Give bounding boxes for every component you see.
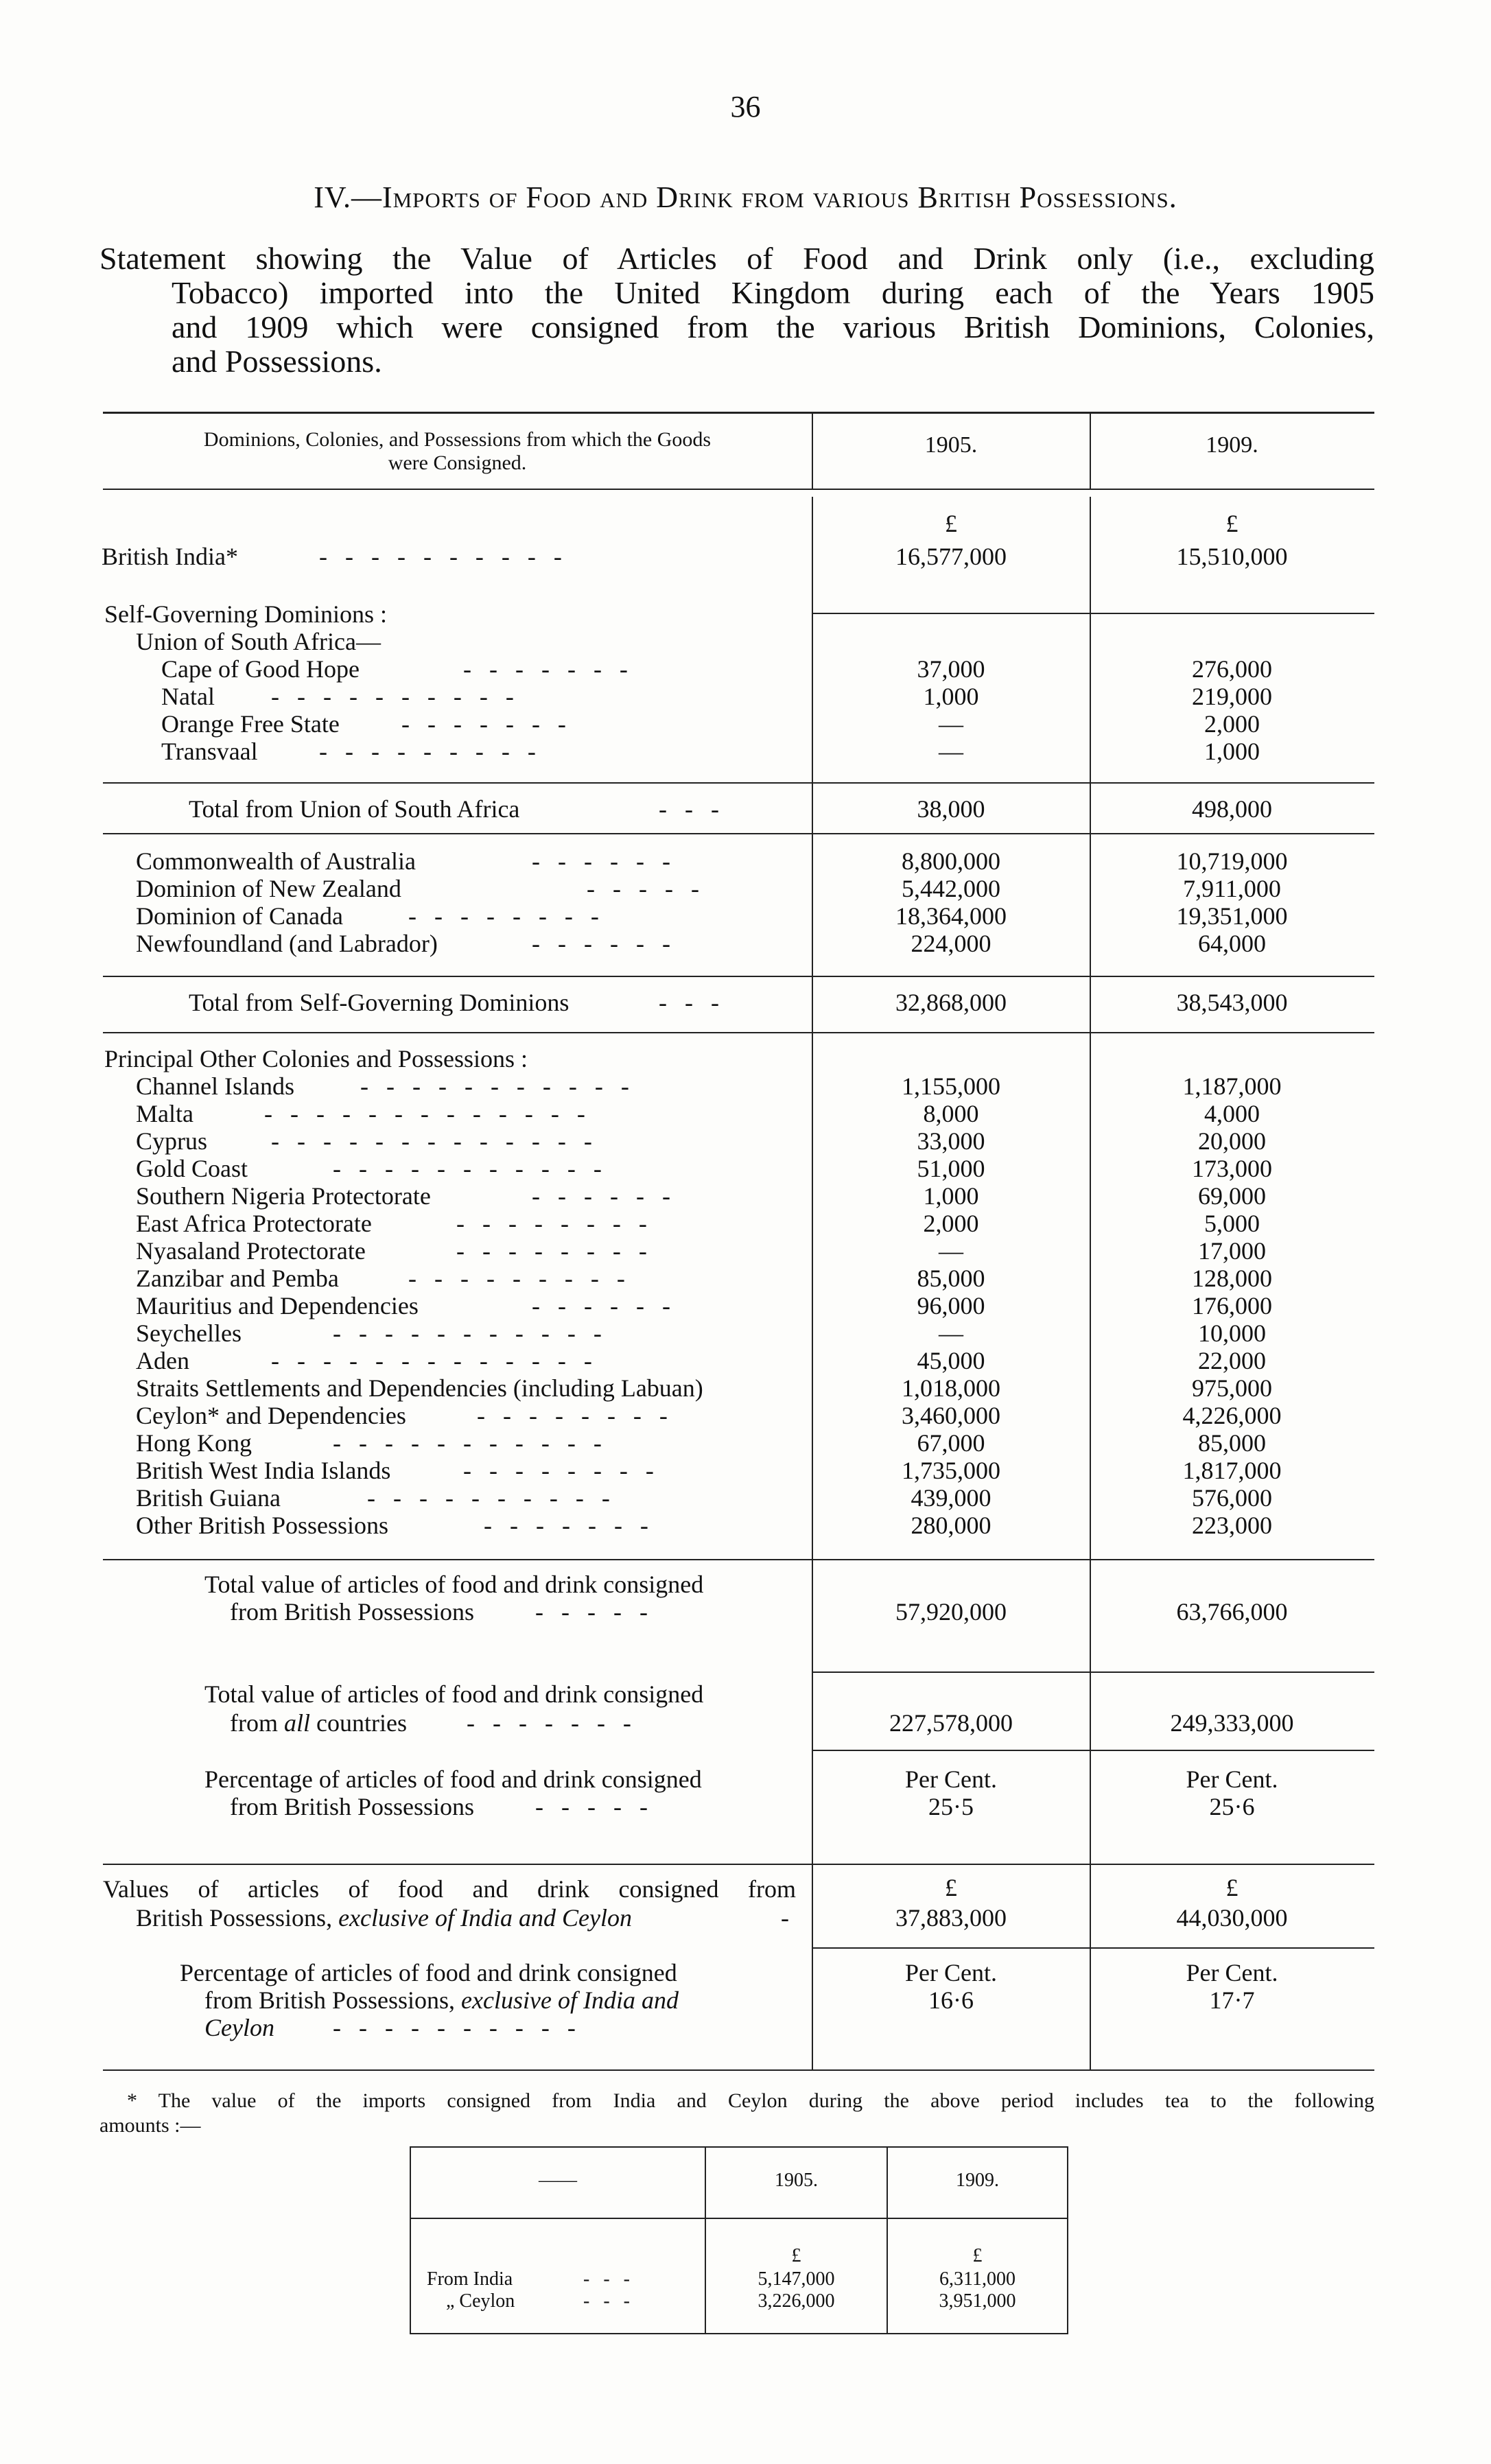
principal-row-value-1909: 20,000 bbox=[1198, 1127, 1266, 1155]
ft-ceylon-1909: 3,951,000 bbox=[939, 2290, 1016, 2312]
leader-dots: - bbox=[781, 1904, 807, 1932]
row-rule bbox=[103, 976, 1374, 977]
page-number: 36 bbox=[730, 90, 761, 124]
header-desc-line-1: Dominions, Colonies, and Possessions from which the Goods bbox=[203, 428, 712, 451]
leader-dots: ------------- bbox=[264, 1100, 603, 1127]
dominion-row-value-1909: 10,719,000 bbox=[1176, 847, 1288, 875]
ft-india-1905: 5,147,000 bbox=[758, 2268, 835, 2290]
pct-british-line-1: Percentage of articles of food and drink consigned bbox=[204, 1765, 702, 1793]
leader-dots: ---------- bbox=[333, 2014, 594, 2041]
leader-dots: ---------- bbox=[271, 683, 532, 710]
total-british-line-1: Total value of articles of food and drink consigned bbox=[204, 1571, 704, 1598]
values-excl-emph: exclusive of India and Ceylon bbox=[338, 1904, 632, 1932]
principal-row-value-1909: 223,000 bbox=[1192, 1512, 1272, 1539]
leader-dots: ------------- bbox=[271, 1347, 610, 1374]
leader-dots: ----------- bbox=[333, 1319, 620, 1347]
self-governing-heading: Self-Governing Dominions : bbox=[104, 600, 387, 628]
table-top-rule bbox=[103, 412, 1374, 414]
intro-line-2: Tobacco) imported into the United Kingdom during each of the Years 1905 bbox=[172, 275, 1374, 310]
principal-row-value-1905: 1,735,000 bbox=[902, 1457, 1000, 1484]
principal-row-label: Seychelles bbox=[136, 1319, 242, 1347]
south-africa-row-label: Orange Free State bbox=[161, 710, 340, 738]
principal-row-value-1909: 173,000 bbox=[1192, 1155, 1272, 1182]
leader-dots: --------- bbox=[319, 738, 554, 765]
intro-line-4: and Possessions. bbox=[172, 344, 382, 379]
pct-excl-line-2 bbox=[204, 1986, 679, 2015]
total-self-governing-1909: 38,543,000 bbox=[1176, 989, 1288, 1016]
principal-row-label: Mauritius and Dependencies bbox=[136, 1292, 419, 1319]
row-label-british-india: British India* bbox=[102, 543, 238, 570]
row-rule bbox=[812, 613, 1374, 614]
row-rule bbox=[103, 782, 1374, 784]
south-africa-row-value-1909: 219,000 bbox=[1192, 683, 1272, 710]
dominion-row-value-1909: 64,000 bbox=[1198, 930, 1266, 957]
intro-line-1: Statement showing the Value of Articles of Food and Drink only (i.e., excluding bbox=[99, 241, 1374, 276]
row-rule bbox=[103, 833, 1374, 834]
pct-british-unit-1905: Per Cent. bbox=[905, 1765, 997, 1793]
total-all-countries: countries bbox=[316, 1709, 407, 1737]
leader-dots: ------- bbox=[463, 655, 646, 683]
leader-dots: --- bbox=[659, 989, 737, 1016]
pct-excl-line-1: Percentage of articles of food and drink consigned bbox=[180, 1959, 677, 1986]
total-south-africa-label: Total from Union of South Africa bbox=[189, 795, 520, 823]
principal-row-value-1905: 51,000 bbox=[917, 1155, 985, 1182]
principal-row-value-1905: 96,000 bbox=[917, 1292, 985, 1319]
leader-dots: -------- bbox=[477, 1402, 685, 1429]
leader-dots: ----------- bbox=[333, 1429, 620, 1457]
ft-india-1909: 6,311,000 bbox=[939, 2268, 1015, 2290]
principal-row-label: British Guiana bbox=[136, 1484, 281, 1512]
leader-dots: ----------- bbox=[360, 1072, 647, 1100]
section-heading bbox=[0, 180, 1491, 215]
total-south-africa-1905: 38,000 bbox=[917, 795, 985, 823]
value-1905-british-india: 16,577,000 bbox=[895, 543, 1007, 570]
principal-row-value-1905: 85,000 bbox=[917, 1265, 985, 1292]
intro-statement bbox=[99, 242, 1374, 379]
header-desc-line-2: were Consigned. bbox=[388, 451, 527, 474]
principal-row-value-1905: 1,000 bbox=[923, 1182, 979, 1210]
south-africa-row-value-1905: 37,000 bbox=[917, 655, 985, 683]
south-africa-row-value-1905: — bbox=[939, 738, 963, 765]
principal-row-label: Channel Islands bbox=[136, 1072, 294, 1100]
dominion-row-label: Dominion of New Zealand bbox=[136, 875, 401, 902]
principal-row-label: British West India Islands bbox=[136, 1457, 391, 1484]
values-excl-1909: 44,030,000 bbox=[1176, 1904, 1288, 1932]
intro-line-3: and 1909 which were consigned from the various British Dominions, Colonies, bbox=[172, 309, 1374, 344]
heading-roman: IV.— bbox=[314, 180, 382, 214]
leader-dots: ------- bbox=[401, 710, 584, 738]
principal-row-label: Aden bbox=[136, 1347, 189, 1374]
principal-row-value-1909: 10,000 bbox=[1198, 1319, 1266, 1347]
total-all-from: from bbox=[230, 1709, 278, 1737]
ft-india-label: From India bbox=[427, 2268, 513, 2290]
leader-dots: ------------- bbox=[271, 1127, 610, 1155]
principal-row-value-1909: 4,226,000 bbox=[1182, 1402, 1282, 1429]
principal-row-label: Nyasaland Protectorate bbox=[136, 1237, 366, 1265]
ft-ceylon-label: „ Ceylon bbox=[446, 2290, 515, 2312]
values-excl-line-1: Values of articles of food and drink consigned from bbox=[103, 1875, 796, 1903]
principal-row-label: Straits Settlements and Dependencies (including Labuan) bbox=[136, 1374, 703, 1402]
south-africa-heading: Union of South Africa— bbox=[136, 628, 381, 655]
pct-british-unit-1909: Per Cent. bbox=[1186, 1765, 1278, 1793]
leader-dots: ------ bbox=[532, 1292, 688, 1319]
principal-row-value-1909: 85,000 bbox=[1198, 1429, 1266, 1457]
leader-dots: --- bbox=[583, 2268, 644, 2290]
leader-dots: ------ bbox=[532, 1182, 688, 1210]
row-rule bbox=[103, 1559, 1374, 1560]
principal-row-value-1909: 176,000 bbox=[1192, 1292, 1272, 1319]
principal-row-value-1905: 1,155,000 bbox=[902, 1072, 1000, 1100]
principal-row-label: Cyprus bbox=[136, 1127, 208, 1155]
principal-row-value-1905: 280,000 bbox=[911, 1512, 991, 1539]
south-africa-row-value-1909: 2,000 bbox=[1204, 710, 1260, 738]
principal-row-value-1905: 1,018,000 bbox=[902, 1374, 1000, 1402]
principal-row-value-1909: 69,000 bbox=[1198, 1182, 1266, 1210]
pct-excl-1909: 17·7 bbox=[1209, 1986, 1255, 2014]
pound-sign-excl-1909: £ bbox=[1225, 1874, 1238, 1901]
principal-row-value-1905: 67,000 bbox=[917, 1429, 985, 1457]
pct-british-1905: 25·5 bbox=[928, 1793, 974, 1820]
dominion-row-value-1905: 224,000 bbox=[911, 930, 991, 957]
principal-heading: Principal Other Colonies and Possessions : bbox=[104, 1045, 528, 1072]
principal-row-label: Hong Kong bbox=[136, 1429, 252, 1457]
principal-row-value-1909: 17,000 bbox=[1198, 1237, 1266, 1265]
header-1909: 1909. bbox=[1206, 432, 1258, 458]
leader-dots: ------- bbox=[484, 1512, 666, 1539]
south-africa-row-label: Natal bbox=[161, 683, 215, 710]
header-1905: 1905. bbox=[924, 432, 978, 458]
principal-row-value-1909: 576,000 bbox=[1192, 1484, 1272, 1512]
principal-row-label: Gold Coast bbox=[136, 1155, 248, 1182]
leader-dots: ----------- bbox=[333, 1155, 620, 1182]
leader-dots: --- bbox=[583, 2290, 644, 2312]
table-bottom-rule bbox=[103, 2069, 1374, 2071]
principal-row-value-1909: 975,000 bbox=[1192, 1374, 1272, 1402]
pct-excl-line-3 bbox=[204, 2013, 274, 2042]
total-south-africa-1909: 498,000 bbox=[1192, 795, 1272, 823]
south-africa-row-label: Cape of Good Hope bbox=[161, 655, 360, 683]
south-africa-row-label: Transvaal bbox=[161, 738, 258, 765]
ft-ceylon-1905: 3,226,000 bbox=[758, 2290, 835, 2312]
principal-row-value-1905: 3,460,000 bbox=[902, 1402, 1000, 1429]
dominion-row-value-1909: 7,911,000 bbox=[1183, 875, 1281, 902]
principal-row-value-1909: 5,000 bbox=[1204, 1210, 1260, 1237]
ft-header-1909: 1909. bbox=[956, 2170, 999, 2191]
leader-dots: ------ bbox=[532, 847, 688, 875]
total-british-line-2: from British Possessions bbox=[230, 1598, 475, 1626]
row-rule bbox=[103, 1032, 1374, 1033]
row-rule bbox=[812, 1671, 1374, 1673]
heading-text: Imports of Food and Drink from various British Possessions. bbox=[381, 180, 1177, 214]
footnote bbox=[99, 2089, 1374, 2138]
total-british-1905: 57,920,000 bbox=[895, 1598, 1007, 1626]
principal-row-label: Other British Possessions bbox=[136, 1512, 389, 1539]
pound-sign-1905: £ bbox=[945, 510, 957, 537]
ft-header-1905: 1905. bbox=[775, 2170, 818, 2191]
principal-row-value-1909: 4,000 bbox=[1204, 1100, 1260, 1127]
row-rule bbox=[812, 1947, 1374, 1949]
principal-row-label: East Africa Protectorate bbox=[136, 1210, 372, 1237]
total-all-line-1: Total value of articles of food and drink consigned bbox=[204, 1680, 704, 1708]
values-excl-1905: 37,883,000 bbox=[895, 1904, 1007, 1932]
row-rule bbox=[103, 1864, 1374, 1865]
dominion-row-label: Dominion of Canada bbox=[136, 902, 343, 930]
dominion-row-label: Commonwealth of Australia bbox=[136, 847, 416, 875]
south-africa-row-value-1905: 1,000 bbox=[923, 683, 979, 710]
ft-bottom-rule bbox=[410, 2333, 1068, 2334]
total-self-governing-1905: 32,868,000 bbox=[895, 989, 1007, 1016]
pound-sign-1909: £ bbox=[1225, 510, 1238, 537]
leader-dots: ----- bbox=[535, 1793, 666, 1820]
leader-dots: --- bbox=[659, 795, 737, 823]
pct-british-1909: 25·6 bbox=[1209, 1793, 1255, 1820]
principal-row-value-1905: 439,000 bbox=[911, 1484, 991, 1512]
ft-top-rule bbox=[410, 2146, 1068, 2148]
pct-excl-unit-1909: Per Cent. bbox=[1186, 1959, 1278, 1986]
leader-dots: ------- bbox=[467, 1709, 649, 1737]
dominion-row-value-1905: 18,364,000 bbox=[895, 902, 1007, 930]
dominion-row-value-1909: 19,351,000 bbox=[1176, 902, 1288, 930]
ft-pound-1909: £ bbox=[972, 2245, 983, 2266]
principal-row-value-1909: 1,817,000 bbox=[1182, 1457, 1282, 1484]
dominion-row-value-1905: 8,800,000 bbox=[902, 847, 1000, 875]
principal-row-value-1905: — bbox=[939, 1319, 963, 1347]
ft-header-rule bbox=[410, 2218, 1068, 2219]
south-africa-row-value-1909: 276,000 bbox=[1192, 655, 1272, 683]
principal-row-label: Ceylon* and Dependencies bbox=[136, 1402, 406, 1429]
leader-dots: ----- bbox=[535, 1598, 666, 1626]
total-all-1905: 227,578,000 bbox=[889, 1709, 1013, 1737]
pct-excl-pre: from British Possessions, bbox=[204, 1986, 456, 2014]
ft-header-dash: —— bbox=[539, 2170, 577, 2191]
principal-row-value-1905: 33,000 bbox=[917, 1127, 985, 1155]
values-excl-line-2 bbox=[136, 1903, 632, 1932]
principal-row-label: Zanzibar and Pemba bbox=[136, 1265, 339, 1292]
dominion-row-value-1905: 5,442,000 bbox=[902, 875, 1000, 902]
ft-right-rule bbox=[1067, 2146, 1068, 2334]
leader-dots: -------- bbox=[456, 1210, 665, 1237]
principal-row-value-1909: 128,000 bbox=[1192, 1265, 1272, 1292]
principal-row-value-1909: 22,000 bbox=[1198, 1347, 1266, 1374]
pct-british-line-2: from British Possessions bbox=[230, 1793, 475, 1820]
leader-dots: ---------- bbox=[319, 543, 580, 570]
table-header-rule bbox=[103, 489, 1374, 490]
principal-row-value-1905: — bbox=[939, 1237, 963, 1265]
footnote-line-2: amounts :— bbox=[99, 2114, 201, 2137]
header-col-description bbox=[103, 428, 812, 475]
leader-dots: -------- bbox=[463, 1457, 672, 1484]
total-all-emph: all bbox=[283, 1709, 310, 1737]
pct-excl-ceylon: Ceylon bbox=[204, 2014, 274, 2041]
pct-excl-emph: exclusive of India and bbox=[461, 1986, 679, 2014]
leader-dots: ----- bbox=[587, 875, 717, 902]
pct-excl-1905: 16·6 bbox=[928, 1986, 974, 2014]
principal-row-value-1905: 8,000 bbox=[923, 1100, 979, 1127]
principal-row-label: Malta bbox=[136, 1100, 193, 1127]
values-excl-pre: British Possessions, bbox=[136, 1904, 333, 1932]
total-self-governing-label: Total from Self-Governing Dominions bbox=[189, 989, 570, 1016]
leader-dots: --------- bbox=[408, 1265, 643, 1292]
total-all-1909: 249,333,000 bbox=[1170, 1709, 1294, 1737]
principal-row-value-1905: 2,000 bbox=[923, 1210, 979, 1237]
south-africa-row-value-1909: 1,000 bbox=[1204, 738, 1260, 765]
row-rule bbox=[812, 1750, 1374, 1751]
leader-dots: -------- bbox=[408, 902, 617, 930]
ft-pound-1905: £ bbox=[791, 2245, 801, 2266]
value-1909-british-india: 15,510,000 bbox=[1176, 543, 1288, 570]
principal-row-value-1909: 1,187,000 bbox=[1182, 1072, 1282, 1100]
leader-dots: ------ bbox=[532, 930, 688, 957]
leader-dots: -------- bbox=[456, 1237, 665, 1265]
principal-row-label: Southern Nigeria Protectorate bbox=[136, 1182, 431, 1210]
pct-excl-unit-1905: Per Cent. bbox=[905, 1959, 997, 1986]
leader-dots: ---------- bbox=[367, 1484, 628, 1512]
footnote-line-1: * The value of the imports consigned from India and Ceylon during the above period includes tea to the following bbox=[127, 2089, 1374, 2112]
total-british-1909: 63,766,000 bbox=[1176, 1598, 1288, 1626]
total-all-line-2 bbox=[230, 1709, 407, 1737]
dominion-row-label: Newfoundland (and Labrador) bbox=[136, 930, 438, 957]
south-africa-row-value-1905: — bbox=[939, 710, 963, 738]
pound-sign-excl-1905: £ bbox=[945, 1874, 957, 1901]
principal-row-value-1905: 45,000 bbox=[917, 1347, 985, 1374]
